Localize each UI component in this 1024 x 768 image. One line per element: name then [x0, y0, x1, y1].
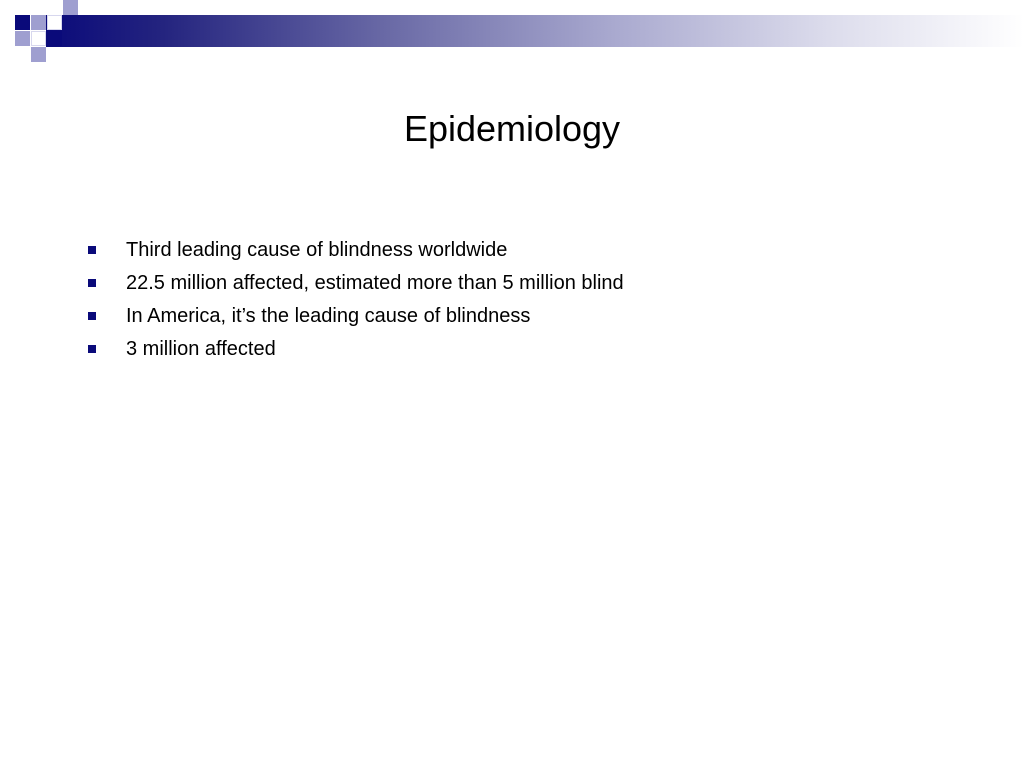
bullet-text: 22.5 million affected, estimated more than 5 million blind [126, 272, 624, 294]
square-bullet-icon [88, 345, 96, 353]
bullet-item [88, 236, 624, 269]
decorative-square [63, 0, 78, 15]
slide-title: Epidemiology [403, 108, 621, 149]
bullet-item [88, 302, 624, 335]
decorative-square [15, 15, 30, 30]
bullet-item [88, 269, 624, 302]
decorative-square [47, 31, 62, 46]
decorative-square [31, 31, 46, 46]
bullet-text: In America, it’s the leading cause of blindness [126, 305, 531, 327]
decorative-square [47, 15, 62, 30]
bullet-text: 3 million affected [126, 338, 276, 360]
decorative-square [31, 47, 46, 62]
square-bullet-icon [88, 279, 96, 287]
bullet-item [88, 335, 624, 368]
decorative-square [15, 31, 30, 46]
bullet-text: Third leading cause of blindness worldwide [126, 239, 508, 261]
decorative-square [31, 15, 46, 30]
square-bullet-icon [88, 246, 96, 254]
header-gradient-band [46, 15, 1024, 47]
bullet-list [88, 236, 624, 368]
square-bullet-icon [88, 312, 96, 320]
